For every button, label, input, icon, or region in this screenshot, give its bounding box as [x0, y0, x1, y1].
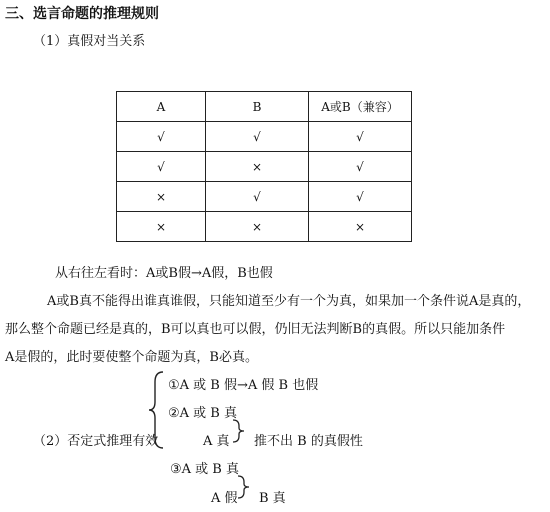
subsection-title-2: （2）否定式推理有效	[33, 434, 159, 449]
paragraph-line-2: 那么整个命题已经是真的，B可以真也可以假，仍旧无法判断B的真假。所以只能加条件	[5, 322, 506, 337]
header-a: A	[117, 92, 206, 122]
rule-2-result: 推不出 B 的真假性	[254, 434, 363, 449]
table-cell: √	[206, 122, 309, 152]
header-b: B	[206, 92, 309, 122]
rule-1: ①A 或 B 假→A 假 B 也假	[168, 378, 319, 393]
table-cell: ×	[117, 182, 206, 212]
truth-table	[116, 91, 412, 242]
table-row	[117, 122, 412, 152]
right-brace-icon	[236, 474, 252, 500]
paragraph-line-3: A是假的，此时要使整个命题为真，B必真。	[5, 350, 258, 365]
table-cell: ×	[309, 212, 412, 242]
table-row	[117, 152, 412, 182]
table-cell: √	[309, 122, 412, 152]
section-title: 三、选言命题的推理规则	[5, 6, 159, 22]
header-a-or-b: A或B（兼容）	[309, 92, 412, 122]
table-row	[117, 212, 412, 242]
table-cell: ×	[117, 212, 206, 242]
left-brace-icon	[147, 370, 167, 450]
paragraph-line-1: A或B真不能得出谁真谁假，只能知道至少有一个为真，如果加一个条件说A是真的，	[47, 294, 531, 309]
rule-3-premise: A 假	[211, 491, 238, 506]
table-cell: ×	[206, 152, 309, 182]
table-cell: √	[309, 182, 412, 212]
rule-3: ③A 或 B 真	[170, 462, 239, 477]
table-header-row	[117, 92, 412, 122]
table-row	[117, 182, 412, 212]
paragraph-right-to-left: 从右往左看时：A或B假→A假，B也假	[55, 266, 273, 281]
table-cell: ×	[206, 212, 309, 242]
rule-2-premise: A 真	[203, 434, 230, 449]
table-cell: √	[309, 152, 412, 182]
rule-3-result: B 真	[259, 491, 286, 506]
table-cell: √	[206, 182, 309, 212]
subsection-title-1: （1）真假对当关系	[33, 34, 146, 49]
right-brace-icon	[231, 418, 247, 444]
rule-2: ②A 或 B 真	[168, 406, 237, 421]
table-cell: √	[117, 122, 206, 152]
table-cell: √	[117, 152, 206, 182]
